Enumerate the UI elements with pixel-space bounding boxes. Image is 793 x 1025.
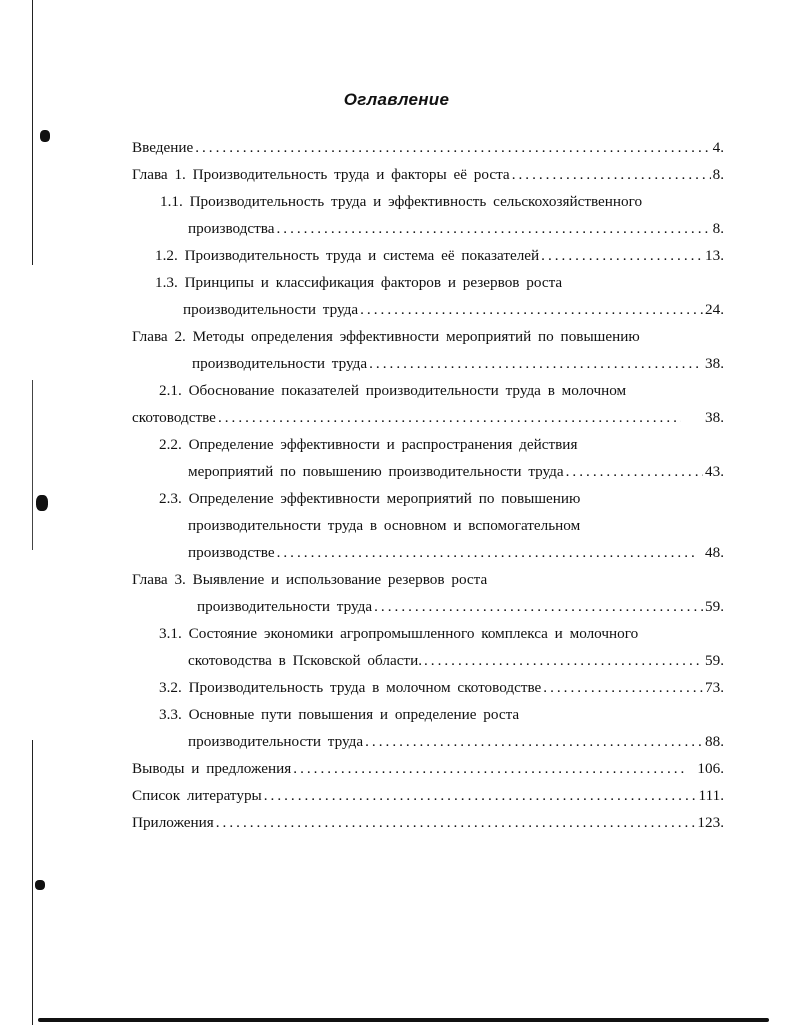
toc-page-number: 38. <box>705 355 724 372</box>
page-title: Оглавление <box>343 90 450 109</box>
toc-entry-text: производительности труда <box>197 598 373 615</box>
toc-line <box>155 272 724 294</box>
toc-dot-leader <box>512 164 711 186</box>
toc-entry-text: Глава 2. Методы определения эффективности мероприятий по повышению <box>132 328 640 345</box>
toc-line <box>132 137 724 159</box>
scan-edge-line <box>32 380 33 550</box>
toc-entry-text: 2.3. Определение эффективности мероприятий по повышению <box>159 490 581 507</box>
toc-line <box>132 569 724 591</box>
toc-page-number: 106. <box>697 760 724 777</box>
toc-entry-text: производительности труда <box>183 301 359 318</box>
scan-blot <box>40 130 50 142</box>
toc-dot-leader <box>216 812 696 834</box>
toc-line <box>188 731 724 753</box>
toc-entry-text: Введение <box>132 139 194 156</box>
toc-dot-leader <box>365 731 703 753</box>
toc-entry-text: 3.2. Производительность труда в молочном скотоводстве <box>159 679 542 696</box>
toc-line <box>192 353 724 375</box>
scan-edge-line <box>32 740 33 1025</box>
toc-page-number: 111. <box>698 787 724 804</box>
toc-dot-leader <box>541 245 703 267</box>
toc-line <box>160 191 724 213</box>
toc-dot-leader <box>293 758 687 780</box>
toc-dot-leader <box>543 677 703 699</box>
toc-dot-leader <box>195 137 710 159</box>
toc-dot-leader <box>276 218 710 240</box>
toc-entry-text: 3.3. Основные пути повышения и определение роста <box>159 706 520 723</box>
toc-line <box>132 785 724 807</box>
scan-edge-line <box>32 0 33 265</box>
toc-page-number: 59. <box>705 652 724 669</box>
toc-line <box>159 704 724 726</box>
toc-entry-text: скотоводства в Псковской области. <box>188 652 422 669</box>
toc-line <box>188 650 724 672</box>
toc-line <box>159 434 724 456</box>
toc-entry-text: мероприятий по повышению производительности труда <box>188 463 564 480</box>
toc-page-number: 8. <box>712 220 724 237</box>
toc-line <box>188 218 724 240</box>
toc-page-number: 123. <box>697 814 724 831</box>
toc-dot-leader <box>360 299 703 321</box>
toc-entry-text: производительности труда <box>192 355 368 372</box>
toc-dot-leader <box>277 542 695 564</box>
toc-page-number: 8. <box>712 166 724 183</box>
toc-page-number: 59. <box>705 598 724 615</box>
toc-entry-text: 2.2. Определение эффективности и распространения действия <box>159 436 578 453</box>
scan-blot <box>36 495 48 511</box>
toc-entry-text: 3.1. Состояние экономики агропромышленного комплекса и молочного <box>159 625 639 642</box>
toc-page-number: 4. <box>712 139 724 156</box>
toc-line <box>132 326 724 348</box>
toc-entry-text: скотоводстве <box>132 409 216 426</box>
toc-line <box>197 596 724 618</box>
toc-dot-leader <box>218 407 681 429</box>
toc-dot-leader <box>424 650 703 672</box>
toc-entry-text: производительности труда в основном и вспомогательном <box>188 517 581 534</box>
toc-dot-leader <box>374 596 703 618</box>
toc-page-number: 38. <box>705 409 724 426</box>
toc-page-number: 43. <box>705 463 724 480</box>
toc-dot-leader <box>566 461 703 483</box>
toc-page-number: 24. <box>705 301 724 318</box>
toc-line <box>155 245 724 267</box>
toc-entry-text: 1.3. Принципы и классификация факторов и резервов роста <box>155 274 563 291</box>
toc-entry-text: производительности труда <box>188 733 364 750</box>
toc-dot-leader <box>264 785 697 807</box>
toc-line <box>188 461 724 483</box>
toc-line <box>159 488 724 510</box>
toc-entry-text: 1.1. Производительность труда и эффективность сельскохозяйственного <box>160 193 643 210</box>
toc-entry-text: Глава 1. Производительность труда и факторы её роста <box>132 166 510 183</box>
toc-page-number: 88. <box>705 733 724 750</box>
toc-line <box>132 164 724 186</box>
toc-line <box>159 623 724 645</box>
toc-line <box>132 407 724 429</box>
toc-entry-text: Список литературы <box>132 787 262 804</box>
toc-entry-text: Выводы и предложения <box>132 760 292 777</box>
toc-entry-text: Приложения <box>132 814 214 831</box>
toc-entry-text: производстве <box>188 544 275 561</box>
toc-line <box>132 812 724 834</box>
toc-entry-text: 2.1. Обоснование показателей производительности труда в молочном <box>159 382 627 399</box>
toc-dot-leader <box>369 353 703 375</box>
toc-line <box>132 758 724 780</box>
toc-page-number: 73. <box>705 679 724 696</box>
toc-line <box>188 542 724 564</box>
toc-entry-text: производства <box>188 220 275 237</box>
toc-entry-text: 1.2. Производительность труда и система её показателей <box>155 247 540 264</box>
toc-line <box>183 299 724 321</box>
toc-line <box>159 677 724 699</box>
scan-blot <box>35 880 45 890</box>
toc-page-number: 13. <box>705 247 724 264</box>
toc-line <box>188 515 724 537</box>
toc-page-number: 48. <box>705 544 724 561</box>
toc-entry-text: Глава 3. Выявление и использование резервов роста <box>132 571 488 588</box>
toc-line <box>159 380 724 402</box>
scan-bottom-edge <box>38 1018 769 1022</box>
